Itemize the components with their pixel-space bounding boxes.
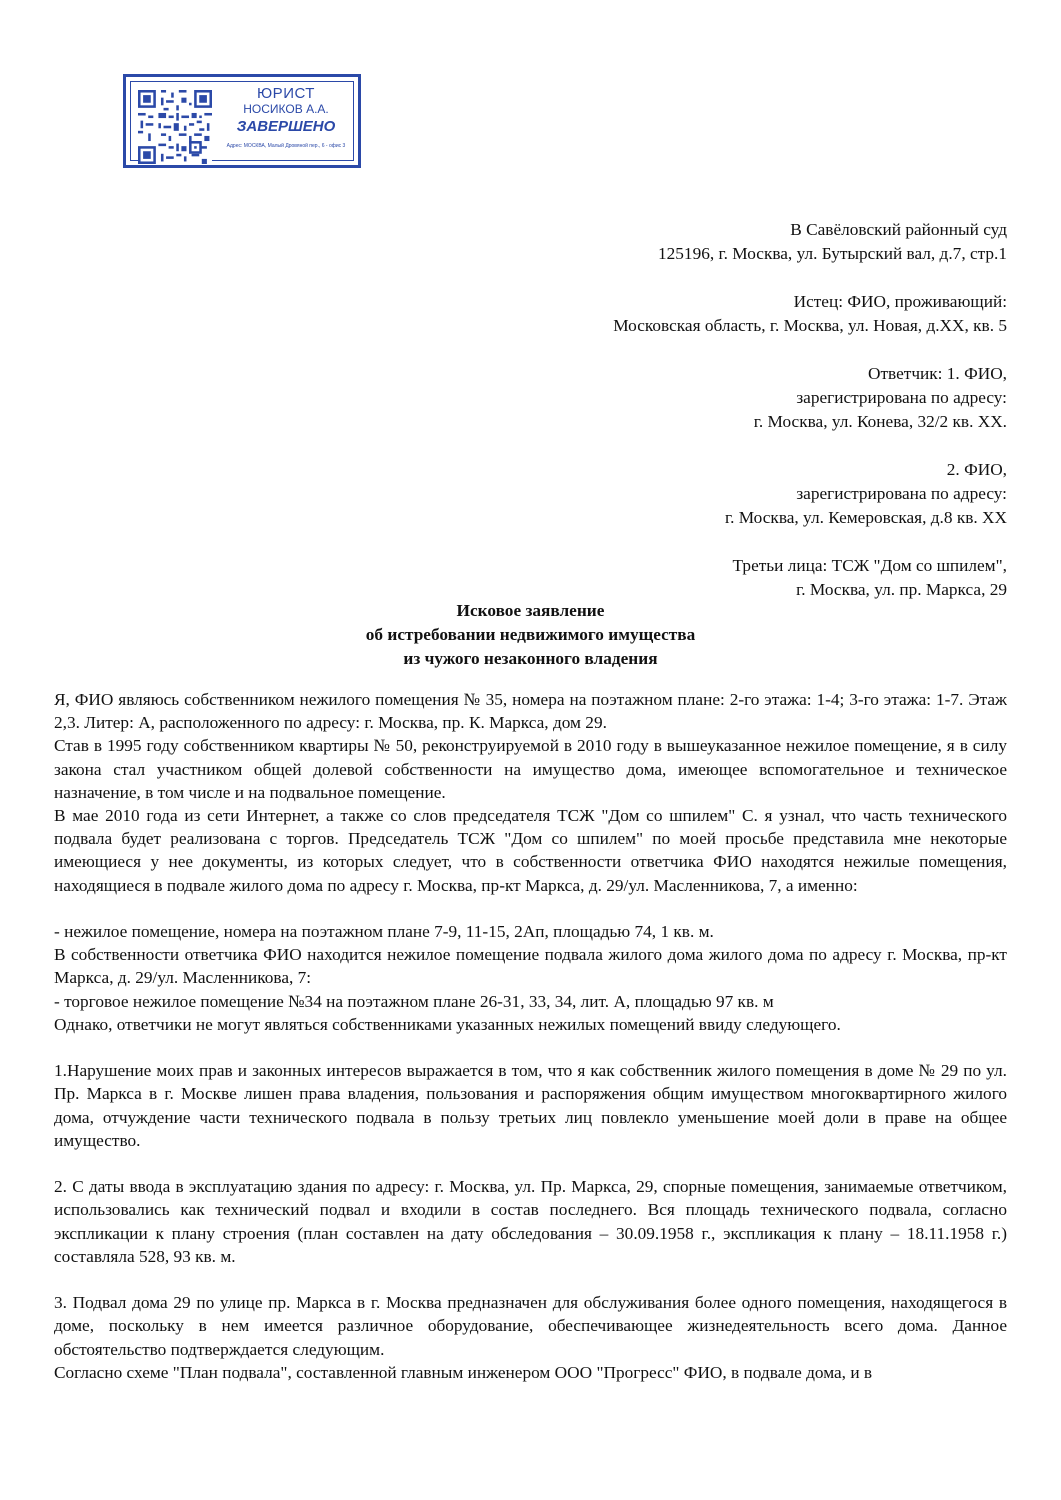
court-block bbox=[487, 218, 1007, 266]
defendant1-registration: зарегистрирована по адресу: bbox=[796, 388, 1007, 407]
court-address: 125196, г. Москва, ул. Бутырский вал, д.7, стр.1 bbox=[658, 244, 1007, 263]
paragraph-premises-1: - нежилое помещение, номера на поэтажном плане 7-9, 11-15, 2Ап, площадью 74, 1 кв. м. bbox=[54, 922, 714, 942]
defendant2-address: г. Москва, ул. Кемеровская, д.8 кв. XX bbox=[724, 508, 1007, 527]
paragraph-point-2: 2. С даты ввода в эксплуатацию здания по адресу: г. Москва, ул. Пр. Маркса, 29, спорные помещения, занимаемые ответчиком, использовались как технический подвал и входили в состав последнего. Вся площадь технического подвала, согласно экспликации к плану строения (план составлен на дату обследования – 30.09.1958 г., экспликация к плану – 18.11.1958 г.) составляла 528, 93 кв. м. bbox=[54, 1177, 1007, 1266]
stamp-name: НОСИКОВ А.А. bbox=[243, 102, 329, 116]
paragraph-shared-ownership: Став в 1995 году собственником квартиры № 50, реконструируемой в 2010 году в вышеуказанное нежилое помещение, я в силу закона стал участником общей долевой собственности на имущество дома, имеющее вспомогательное и техническое назначение, в том числе и на подвальное помещение. bbox=[54, 736, 1007, 802]
paragraph-point-1: 1.Нарушение моих прав и законных интересов выражается в том, что я как собственник жилого помещения в доме № 29 по ул. Пр. Маркса в г. Москве лишен права владения, пользования и распоряжения общим имуществом многоквартирного жилого дома, отчуждение части технического подвала в пользу третьих лиц повлекло уменьшение моей доли в праве на общее имущество. bbox=[54, 1061, 1007, 1150]
defendant2-registration: зарегистрирована по адресу: bbox=[796, 484, 1007, 503]
claim-body bbox=[54, 688, 1007, 1384]
paragraph-defendant-ownership: В собственности ответчика ФИО находится нежилое помещение подвала жилого дома жилого дома по адресу г. Москва, пр-кт Маркса, д. 29/ул. Масленникова, 7: bbox=[54, 945, 1007, 988]
defendant1-address: г. Москва, ул. Конева, 32/2 кв. XX. bbox=[753, 412, 1007, 431]
stamp-address: Адрес: МОСКВА, Малый Дровяной пер., 6 - офис 3 bbox=[226, 143, 346, 149]
court-name: В Савёловский районный суд bbox=[790, 220, 1007, 239]
paragraph-basement-plan: Согласно схеме "План подвала", составленной главным инженером ООО "Прогресс" ФИО, в подвале дома, и в bbox=[54, 1362, 873, 1382]
document-title bbox=[54, 599, 1007, 671]
third-parties-address: г. Москва, ул. пр. Маркса, 29 bbox=[796, 580, 1007, 599]
third-parties-name: Третьи лица: ТСЖ "Дом со шпилем", bbox=[732, 556, 1007, 575]
paragraph-however: Однако, ответчики не могут являться собственниками указанных нежилых помещений ввиду следующего. bbox=[54, 1014, 841, 1034]
lawyer-stamp bbox=[123, 74, 361, 168]
qr-code-icon bbox=[138, 90, 212, 164]
paragraph-point-3: 3. Подвал дома 29 по улице пр. Маркса в г. Москва предназначен для обслуживания более одного помещения, находящегося в доме, поскольку в нем имеется различное оборудование, обеспечивающее жизнедеятельность всего дома. Данное обстоятельство подтверждается следующим. bbox=[54, 1293, 1007, 1359]
title-line-2: об истребовании недвижимого имущества bbox=[365, 625, 696, 644]
paragraph-ownership: Я, ФИО являюсь собственником нежилого помещения № 35, номера на поэтажном плане: 2-го этажа: 1-4; 3-го этажа: 1-7. Этаж 2,3. Литер: А, расположенного по адресу: г. Москва, пр. К. Маркса, дом 29. bbox=[54, 690, 1007, 733]
defendant1-block bbox=[487, 362, 1007, 434]
defendant1-name: Ответчик: 1. ФИО, bbox=[868, 364, 1007, 383]
title-line-1: Исковое заявление bbox=[456, 601, 605, 620]
stamp-status: ЗАВЕРШЕНО bbox=[236, 118, 336, 135]
defendant2-name: 2. ФИО, bbox=[946, 460, 1007, 479]
paragraph-discovery: В мае 2010 года из сети Интернет, а также со слов председателя ТСЖ "Дом со шпилем" С. я узнал, что часть технического подвала будет реализована с торгов. Председатель ТСЖ "Дом со шпилем" по моей просьбе представила мне некоторые имеющиеся у нее документы, из которых следует, что в собственности ответчика ФИО находятся нежилые помещения, находящиеся в подвале жилого дома по адресу г. Москва, пр-кт Маркса, д. 29/ул. Масленникова, 7, а именно: bbox=[54, 806, 1007, 895]
plaintiff-name: Истец: ФИО, проживающий: bbox=[793, 292, 1007, 311]
stamp-text bbox=[217, 85, 355, 150]
plaintiff-address: Московская область, г. Москва, ул. Новая, д.XX, кв. 5 bbox=[613, 316, 1007, 335]
plaintiff-block bbox=[487, 290, 1007, 338]
defendant2-block bbox=[487, 458, 1007, 530]
paragraph-premises-2: - торговое нежилое помещение №34 на поэтажном плане 26-31, 33, 34, лит. А, площадью 97 кв. м bbox=[54, 991, 774, 1011]
addressee-block bbox=[487, 218, 1007, 626]
stamp-frame bbox=[130, 81, 354, 161]
stamp-title: ЮРИСТ bbox=[257, 85, 315, 102]
title-line-3: из чужого незаконного владения bbox=[403, 649, 658, 668]
third-parties-block bbox=[487, 554, 1007, 602]
